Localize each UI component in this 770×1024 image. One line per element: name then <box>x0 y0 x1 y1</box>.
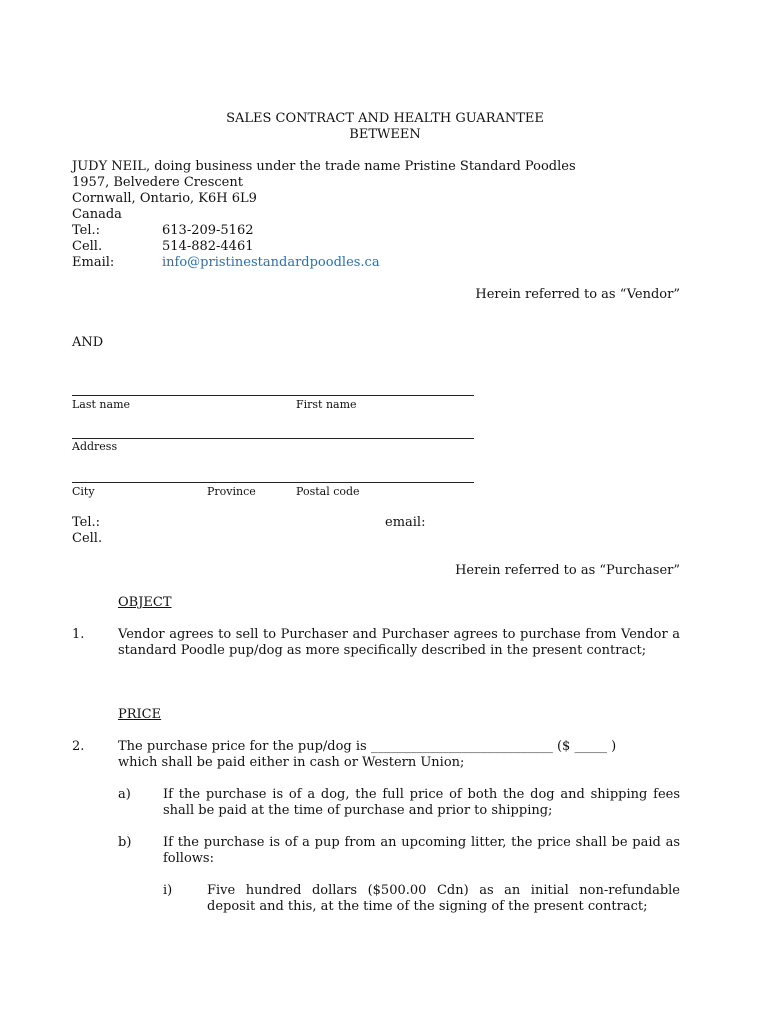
address-label: Address <box>72 440 118 453</box>
vendor-city-line: Cornwall, Ontario, K6H 6L9 <box>72 191 257 206</box>
last-name-label: Last name <box>72 398 131 411</box>
first-name-label: First name <box>296 398 357 411</box>
vendor-tel-label: Tel.: <box>72 223 101 238</box>
name-line <box>72 395 474 396</box>
purchaser-tel-label: Tel.: <box>72 515 101 530</box>
item2-line2: which shall be paid either in cash or Western Union; <box>118 755 465 770</box>
vendor-cell-value: 514-882-4461 <box>162 239 254 254</box>
sub-b-text: If the purchase is of a pup from an upcoming litter, the price shall be paid as follows: <box>163 835 680 866</box>
object-heading: OBJECT <box>118 595 172 610</box>
vendor-email-link[interactable]: info@pristinestandardpoodles.ca <box>162 255 380 270</box>
vendor-email-label: Email: <box>72 255 115 270</box>
address-line <box>72 438 474 439</box>
purchaser-email-label: email: <box>385 515 426 530</box>
purchaser-cell-label: Cell. <box>72 531 103 546</box>
sub-i-text: Five hundred dollars ($500.00 Cdn) as an initial non-refundable deposit and this, at the time of the signing of the present contract; <box>207 883 680 914</box>
postal-code-label: Postal code <box>296 485 360 498</box>
sub-a-text: If the purchase is of a dog, the full price of both the dog and shipping fees shall be paid at the time of purchase and prior to shipping; <box>163 787 680 818</box>
document-subtitle: BETWEEN <box>349 127 421 142</box>
city-line <box>72 482 474 483</box>
price-heading: PRICE <box>118 707 162 722</box>
item2-number: 2. <box>72 739 85 754</box>
item1-text: Vendor agrees to sell to Purchaser and Purchaser agrees to purchase from Vendor a standard Poodle pup/dog as more specifically described in the present contract; <box>118 627 680 658</box>
vendor-name-line: JUDY NEIL, doing business under the trade name Pristine Standard Poodles <box>72 159 576 174</box>
sub-i-label: i) <box>163 883 173 898</box>
vendor-cell-label: Cell. <box>72 239 103 254</box>
sub-b-label: b) <box>118 835 132 850</box>
vendor-referred-text: Herein referred to as “Vendor” <box>475 287 680 302</box>
province-label: Province <box>207 485 256 498</box>
vendor-street: 1957, Belvedere Crescent <box>72 175 243 190</box>
document-title: SALES CONTRACT AND HEALTH GUARANTEE <box>226 111 544 126</box>
item1-number: 1. <box>72 627 85 642</box>
vendor-country: Canada <box>72 207 122 222</box>
sub-a-label: a) <box>118 787 131 802</box>
vendor-tel-value: 613-209-5162 <box>162 223 254 238</box>
item2-line1: The purchase price for the pup/dog is ____________________________ ($ _____ ) <box>118 739 617 754</box>
and-label: AND <box>72 335 104 350</box>
purchaser-referred-text: Herein referred to as “Purchaser” <box>455 563 680 578</box>
city-label: City <box>72 485 95 498</box>
